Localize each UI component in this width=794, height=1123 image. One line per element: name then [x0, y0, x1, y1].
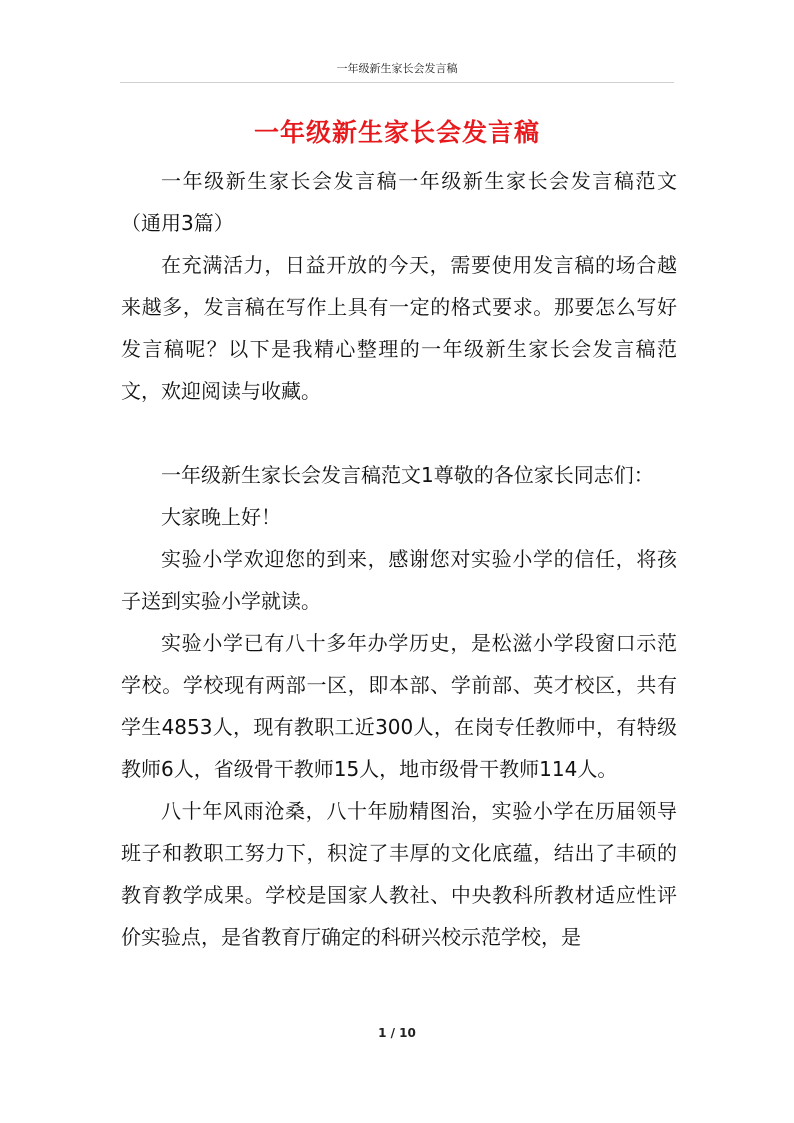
page-header: 一年级新生家长会发言稿 — [336, 62, 458, 75]
document-body — [121, 160, 677, 958]
paragraph-welcome: 实验小学欢迎您的到来，感谢您对实验小学的信任，将孩子送到实验小学就读。 — [121, 547, 677, 613]
paragraph-achievements: 八十年风雨沧桑，八十年励精图治，实验小学在历届领导班子和教职工努力下，积淀了丰厚的文化底蕴，结出了丰硕的教育教学成果。学校是国家人教社、中央教科所教材适应性评价实验点，是省教育厅确定的科研兴校示范学校，是 — [121, 799, 677, 949]
document-title: 一年级新生家长会发言稿 — [253, 118, 540, 147]
paragraph-intro: 在充满活力，日益开放的今天，需要使用发言稿的场合越来越多，发言稿在写作上具有一定的格式要求。那要怎么写好发言稿呢？以下是我精心整理的一年级新生家长会发言稿范文，欢迎阅读与收藏。 — [121, 253, 677, 403]
page-number: 1 / 10 — [378, 1026, 416, 1040]
paragraph-school-history: 实验小学已有八十多年办学历史，是松滋小学段窗口示范学校。学校现有两部一区，即本部、学前部、英才校区，共有学生4853人，现有教职工近300人，在岗专任教师中，有特级教师6人，省级骨干教师15人，地市级骨干教师114人。 — [121, 631, 677, 781]
paragraph-intro-title: 一年级新生家长会发言稿一年级新生家长会发言稿范文（通用3篇） — [121, 169, 677, 235]
header-divider — [120, 82, 674, 83]
blank-line — [121, 412, 677, 454]
paragraph-speech-heading: 一年级新生家长会发言稿范文1尊敬的各位家长同志们： — [161, 463, 654, 487]
paragraph-greeting: 大家晚上好！ — [161, 505, 281, 529]
